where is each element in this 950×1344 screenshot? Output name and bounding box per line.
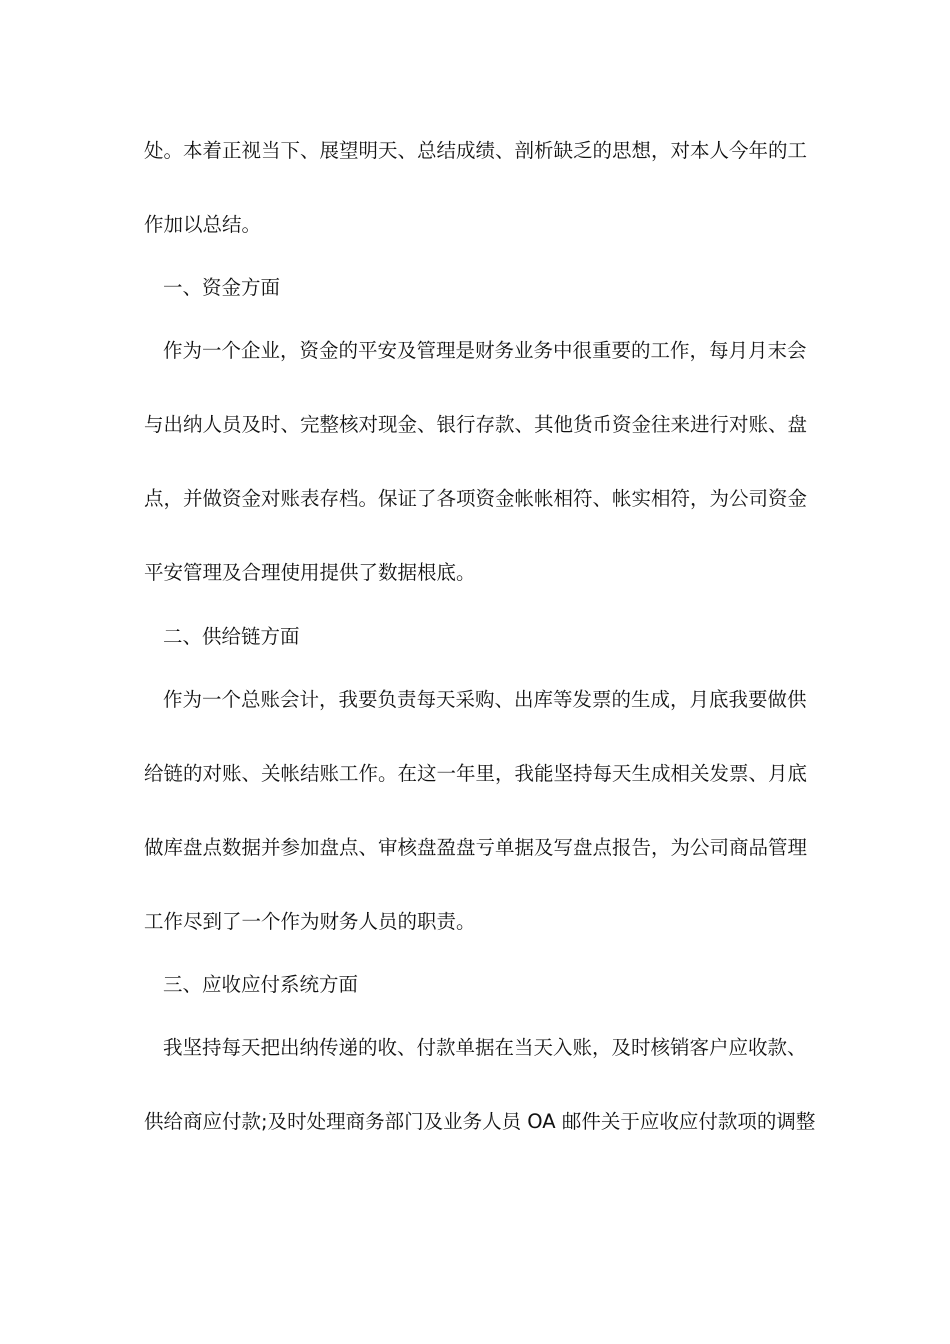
paragraph-line: 作为一个企业，资金的平安及管理是财务业务中很重要的工作，每月月末会	[163, 339, 807, 362]
paragraph-line: 我坚持每天把出纳传递的收、付款单据在当天入账，及时核销客户应收款、	[163, 1036, 807, 1059]
paragraph-line: 供给商应付款;及时处理商务部门及业务人员 OA 邮件关于应收应付款项的调整	[144, 1110, 816, 1133]
paragraph-line: 点，并做资金对账表存档。保证了各项资金帐帐相符、帐实相符，为公司资金	[144, 487, 808, 510]
paragraph-line: 作为一个总账会计，我要负责每天采购、出库等发票的生成，月底我要做供	[163, 688, 807, 711]
section-heading-funds: 一、资金方面	[163, 276, 281, 299]
paragraph-line: 作加以总结。	[144, 213, 262, 236]
paragraph-line: 处。本着正视当下、展望明天、总结成绩、剖析缺乏的思想，对本人今年的工	[144, 139, 808, 162]
paragraph-line: 平安管理及合理使用提供了数据根底。	[144, 561, 476, 584]
paragraph-line: 做库盘点数据并参加盘点、审核盘盈盘亏单据及写盘点报告，为公司商品管理	[144, 836, 808, 859]
section-heading-supply-chain: 二、供给链方面	[163, 625, 300, 648]
paragraph-line: 给链的对账、关帐结账工作。在这一年里，我能坚持每天生成相关发票、月底	[144, 762, 808, 785]
paragraph-line: 与出纳人员及时、完整核对现金、银行存款、其他货币资金往来进行对账、盘	[144, 413, 808, 436]
section-heading-receivables: 三、应收应付系统方面	[163, 973, 359, 996]
paragraph-line: 工作尽到了一个作为财务人员的职责。	[144, 910, 476, 933]
